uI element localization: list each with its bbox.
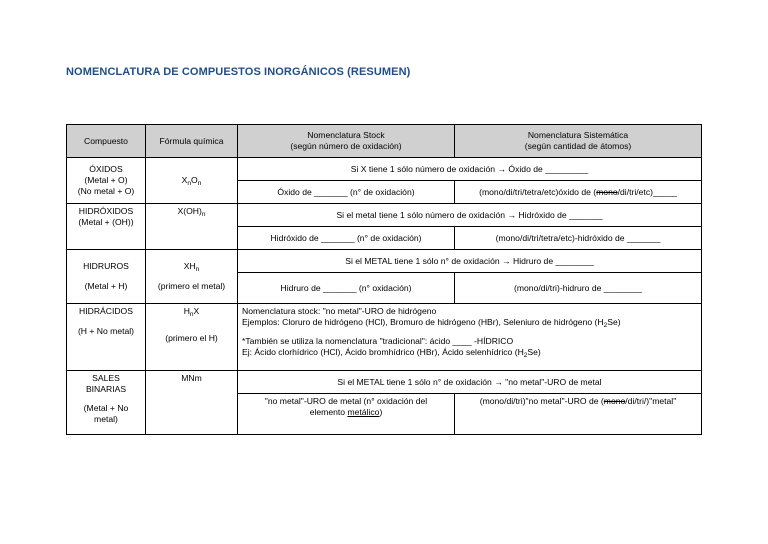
spacer bbox=[71, 272, 141, 281]
header-stock-sub: (según número de oxidación) bbox=[290, 141, 402, 151]
hidracidos-line-3: *También se utiliza la nomenclatura "tradicional": ácido ____ -HÍDRICO bbox=[242, 336, 514, 347]
oxidos-stock: Óxido de _______ (n° de oxidación) bbox=[238, 181, 455, 204]
formula-subscript: n bbox=[187, 180, 192, 188]
sales-desc-1: (Metal + No bbox=[83, 403, 129, 414]
formula-o: O bbox=[191, 175, 198, 186]
stock-text: elemento bbox=[309, 406, 348, 417]
oxidos-sistematica bbox=[455, 181, 702, 204]
table-header-row bbox=[67, 125, 702, 158]
header-sist-sub: (según cantidad de átomos) bbox=[524, 141, 632, 151]
oxidos-desc-2: (No metal + O) bbox=[77, 185, 135, 196]
sales-formula: MNm bbox=[146, 371, 238, 435]
hidroxidos-sistematica: (mono/di/tri/tetra/etc)-hidróxido de _______ bbox=[455, 227, 702, 250]
examples-text: Ej: Ácido clorhídrico (HCl), Ácido bromhídrico (HBr), Ácido selenhídrico (H bbox=[242, 347, 524, 358]
strikethrough-text: mono bbox=[596, 186, 618, 197]
examples-text: Se) bbox=[607, 316, 621, 327]
table-row-hidracidos bbox=[67, 304, 702, 371]
header-compuesto: Compuesto bbox=[67, 125, 146, 158]
sales-single-rule: Si el METAL tiene 1 sólo n° de oxidación → "no metal"-URO de metal bbox=[238, 371, 702, 394]
oxidos-desc-1: (Metal + O) bbox=[84, 175, 128, 186]
hidracidos-notes bbox=[238, 304, 702, 371]
formula-subscript: n bbox=[197, 180, 202, 188]
hidracidos-line-4 bbox=[242, 347, 697, 358]
hidracidos-desc: (H + No metal) bbox=[77, 325, 135, 336]
formula-note: (primero el metal) bbox=[157, 281, 226, 291]
formula-line bbox=[150, 306, 233, 317]
header-stock bbox=[238, 125, 455, 158]
table-row-sales bbox=[67, 371, 702, 394]
hidruros-compound bbox=[67, 250, 146, 304]
header-sist-title: Nomenclatura Sistemática bbox=[527, 130, 629, 141]
hidruros-single-rule: Si el METAL tiene 1 sólo n° de oxidación → Hidruro de ________ bbox=[238, 250, 702, 273]
hidracidos-line-2 bbox=[242, 317, 697, 328]
hidracidos-line-1: Nomenclatura stock: "no metal"-URO de hidrógeno bbox=[242, 306, 437, 316]
hidroxidos-formula bbox=[146, 204, 238, 250]
hidracidos-name: HIDRÁCIDOS bbox=[79, 306, 133, 316]
formula-line bbox=[150, 261, 233, 272]
table-row-oxidos bbox=[67, 158, 702, 181]
formula-x: X bbox=[181, 175, 188, 186]
header-formula: Fórmula química bbox=[146, 125, 238, 158]
spacer bbox=[242, 327, 697, 336]
header-stock-title: Nomenclatura Stock bbox=[307, 130, 385, 141]
formula-base: XH bbox=[183, 261, 196, 272]
page-title: NOMENCLATURA DE COMPUESTOS INORGÁNICOS (RESUMEN) bbox=[66, 66, 411, 78]
hidracidos-compound bbox=[67, 304, 146, 371]
table-row-hidruros bbox=[67, 250, 702, 273]
sales-stock bbox=[238, 394, 455, 435]
formula-subscript: n bbox=[189, 311, 194, 318]
hidroxidos-single-rule: Si el metal tiene 1 sólo número de oxidación → Hidróxido de _______ bbox=[238, 204, 702, 227]
spacer bbox=[71, 317, 141, 326]
sales-name-2: BINARIAS bbox=[85, 383, 127, 394]
oxidos-formula bbox=[146, 158, 238, 204]
oxidos-compound bbox=[67, 158, 146, 204]
hidroxidos-desc: (Metal + (OH)) bbox=[78, 216, 134, 227]
hidroxidos-name: HIDRÓXIDOS bbox=[78, 206, 134, 216]
sales-name-1: SALES bbox=[92, 373, 120, 383]
spacer bbox=[150, 272, 233, 281]
examples-text: Se) bbox=[527, 347, 541, 358]
formula-x: X bbox=[193, 306, 200, 316]
oxidos-name: ÓXIDOS bbox=[89, 164, 123, 175]
sist-text: /di/tri/etc)_____ bbox=[617, 186, 677, 197]
spacer bbox=[71, 394, 141, 403]
hidruros-stock: Hidruro de _______ (n° oxidación) bbox=[238, 273, 455, 304]
hidroxidos-compound bbox=[67, 204, 146, 250]
stock-text: ) bbox=[379, 406, 383, 417]
underlined-text: metálico bbox=[347, 406, 380, 417]
table-row-hidroxidos bbox=[67, 204, 702, 227]
examples-text: Ejemplos: Cloruro de hidrógeno (HCl), Bromuro de hidrógeno (HBr), Seleniuro de hidrógeno (H bbox=[242, 316, 604, 327]
hidruros-sistematica: (mono/di/tri)-hidruro de ________ bbox=[455, 273, 702, 304]
hidracidos-formula bbox=[146, 304, 238, 371]
spacer bbox=[150, 317, 233, 333]
header-sistematica bbox=[455, 125, 702, 158]
formula-subscript: n bbox=[201, 211, 206, 218]
sist-text: /di/tri/)"metal" bbox=[625, 396, 677, 406]
strikethrough-text: mono bbox=[603, 396, 626, 406]
sales-desc-2: metal) bbox=[94, 414, 118, 425]
formula-subscript: n bbox=[195, 266, 200, 274]
formula-h: H bbox=[183, 306, 190, 316]
formula-subscript: 2 bbox=[523, 352, 528, 360]
hidruros-desc: (Metal + H) bbox=[84, 281, 128, 291]
sist-text: (mono/di/tri)"no metal"-URO de ( bbox=[479, 396, 604, 406]
hidroxidos-stock: Hidróxido de _______ (n° de oxidación) bbox=[238, 227, 455, 250]
nomenclature-table bbox=[66, 124, 702, 435]
sales-compound bbox=[67, 371, 146, 435]
hidruros-formula bbox=[146, 250, 238, 304]
oxidos-single-rule: Si X tiene 1 sólo número de oxidación → Óxido de _________ bbox=[238, 158, 702, 181]
sales-sistematica bbox=[455, 394, 702, 435]
formula-note: (primero el H) bbox=[165, 332, 218, 343]
formula-base: X(OH) bbox=[177, 206, 202, 216]
sist-text: (mono/di/tri/tetra/etc)óxido de ( bbox=[479, 186, 597, 197]
sales-stock-line-2 bbox=[242, 407, 450, 418]
hidruros-name: HIDRUROS bbox=[83, 261, 129, 272]
formula-subscript: 2 bbox=[603, 321, 608, 329]
sales-stock-line-1: "no metal"-URO de metal (n° oxidación del bbox=[264, 396, 428, 406]
